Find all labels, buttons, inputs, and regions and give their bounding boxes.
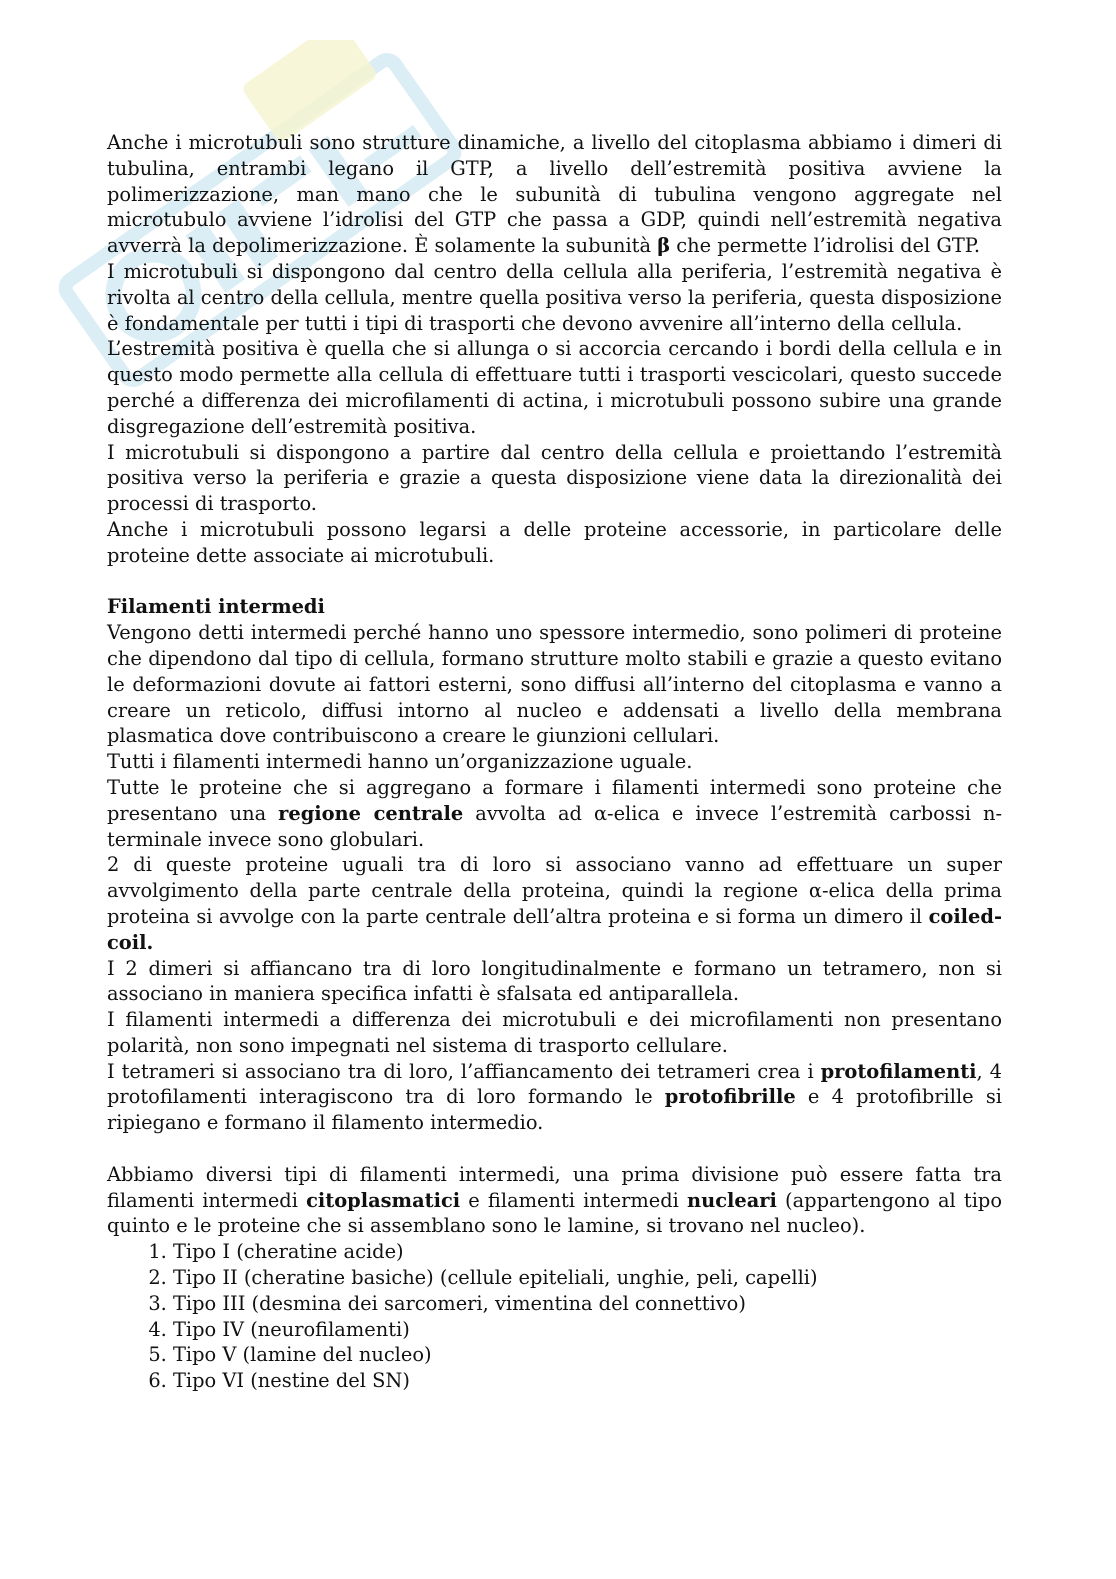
list-tipi-filamenti bbox=[107, 1239, 1002, 1394]
bold-regione-centrale: regione centrale bbox=[278, 801, 464, 825]
bold-coiled-coil: coiled-coil. bbox=[107, 904, 1002, 954]
paragraph-estremita-positiva: L’estremità positiva è quella che si allunga o si accorcia cercando i bordi della cellula e in questo modo permette alla cellula di effettuare tutti i trasporti vescicolari, questo succede perché a differenza dei microfilamenti di actina, i microtubuli possono subire una grande disgregazione dell’estremità positiva. bbox=[107, 337, 1002, 438]
paragraph-regione-centrale: Tutte le proteine che si aggregano a formare i filamenti intermedi sono proteine che presentano una regione centrale avvolta ad α-elica e invece l’estremità carbossi n-terminale invece sono globulari. bbox=[107, 775, 1003, 851]
spacer bbox=[107, 569, 1002, 595]
list-item: 4. Tipo IV (neurofilamenti) bbox=[173, 1317, 1002, 1343]
paragraph-organizzazione: Tutti i filamenti intermedi hanno un’organizzazione uguale. bbox=[107, 750, 693, 774]
paragraph-direzionalita: I microtubuli si dispongono a partire dal centro della cellula e proiettando l’estremità positiva verso la periferia e grazie a questa disposizione viene data la direzionalità dei processi di trasporto. bbox=[107, 440, 1002, 516]
list-item: 3. Tipo III (desmina dei sarcomeri, vimentina del connettivo) bbox=[173, 1291, 1002, 1317]
heading-filamenti-intermedi: Filamenti intermedi bbox=[107, 595, 325, 619]
bold-protofilamenti: protofilamenti bbox=[820, 1059, 977, 1083]
paragraph-proteine-accessorie: Anche i microtubuli possono legarsi a delle proteine accessorie, in particolare delle proteine dette associate ai microtubuli. bbox=[107, 517, 1002, 567]
bold-protofibrille: protofibrille bbox=[664, 1085, 796, 1109]
list-item: 6. Tipo VI (nestine del SN) bbox=[173, 1368, 1002, 1394]
list-item: 2. Tipo II (cheratine basiche) (cellule epiteliali, unghie, peli, capelli) bbox=[173, 1265, 1002, 1291]
paragraph-protofilamenti: I tetrameri si associano tra di loro, l’affiancamento dei tetrameri crea i protofilamenti, 4 protofilamenti interagiscono tra di loro formando le protofibrille e 4 protofibrille si ripiegano e formano il filamento intermedio. bbox=[107, 1059, 1002, 1135]
paragraph-filamenti-intro: Vengono detti intermedi perché hanno uno spessore intermedio, sono polimeri di proteine che dipendono dal tipo di cellula, formano strutture molto stabili e grazie a questo evitano le deformazioni dovute ai fattori esterni, sono diffusi all’interno del citoplasma e vanno a creare un reticolo, diffusi intorno al nucleo e addensati a livello della membrana plasmatica dove contribuiscono a creare le giunzioni cellulari. bbox=[107, 621, 1002, 748]
paragraph-microtubuli-disposizione: I microtubuli si dispongono dal centro della cellula alla periferia, l’estremità negativa è rivolta al centro della cellula, mentre quella positiva verso la periferia, questa disposizione è fondamentale per tutti i tipi di trasporti che devono avvenire all’interno della cellula. bbox=[107, 259, 1002, 335]
bold-nucleari: nucleari bbox=[687, 1188, 777, 1212]
list-item: 5. Tipo V (lamine del nucleo) bbox=[173, 1342, 1002, 1368]
bold-citoplasmatici: citoplasmatici bbox=[306, 1188, 461, 1212]
paragraph-polarita: I filamenti intermedi a differenza dei microtubuli e dei microfilamenti non presentano polarità, non sono impegnati nel sistema di trasporto cellulare. bbox=[107, 1008, 1002, 1057]
paragraph-tetramero: I 2 dimeri si affiancano tra di loro longitudinalmente e formano un tetramero, non si associano in maniera specifica infatti è sfalsata ed antiparallela. bbox=[107, 956, 1002, 1006]
bold-beta: β bbox=[657, 234, 671, 258]
document-page bbox=[107, 130, 1002, 1394]
list-item: 1. Tipo I (cheratine acide) bbox=[173, 1239, 1002, 1265]
paragraph-coiled-coil: 2 di queste proteine uguali tra di loro si associano vanno ad effettuare un super avvolgimento della parte centrale della proteina, quindi la regione α-elica della prima proteina si avvolge con la parte centrale dell’altra proteina e si forma un dimero il coiled-coil. bbox=[107, 853, 1002, 954]
paragraph-microtubuli-dinamiche: Anche i microtubuli sono strutture dinamiche, a livello del citoplasma abbiamo i dimeri di tubulina, entrambi legano il GTP, a livello dell’estremità positiva avviene la polimerizzazione, man mano che le subunità di tubulina vengono aggregate nel microtubulo avviene l’idrolisi del GTP che passa a GDP, quindi nell’estremità negativa avverrà la depolimerizzazione. È solamente la subunità β che permette l’idrolisi del GTP. bbox=[107, 131, 1002, 258]
spacer bbox=[107, 1136, 1002, 1162]
paragraph-tipi-intro: Abbiamo diversi tipi di filamenti intermedi, una prima divisione può essere fatta tra filamenti intermedi citoplasmatici e filamenti intermedi nucleari (appartengono al tipo quinto e le proteine che si assemblano sono le lamine, si trovano nel nucleo). bbox=[107, 1162, 1003, 1238]
